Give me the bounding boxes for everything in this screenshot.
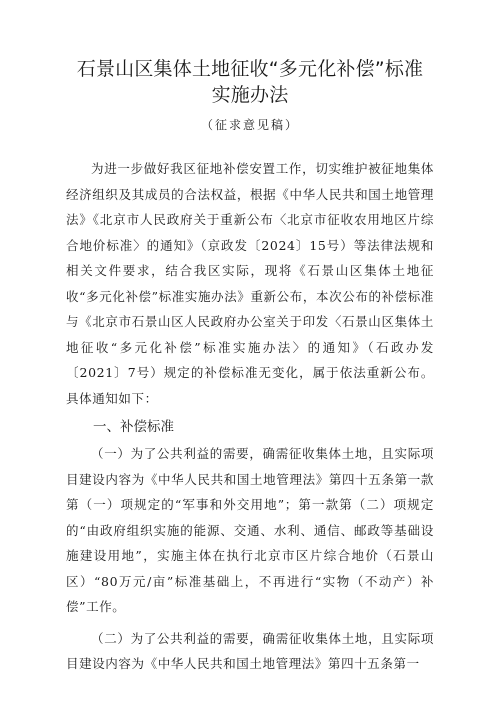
section1-paragraph-2: （二）为了公共利益的需要，确需征收集体土地，且实际项目建设内容为《中华人民共和国土地管理法》第四十五条第一	[66, 630, 434, 671]
section1-paragraph-1: （一）为了公共利益的需要，确需征收集体土地，且实际项目建设内容为《中华人民共和国土地管理法》第四十五条第一款第（一）项规定的“军事和外交用地”；第一款第（二）项规定的“由政府组织实施的能源、交通、水利、通信、邮政等基础设施建设用地”，实施主体在执行北京市区片综合地价（石景山区）“80万元/亩”标准基础上，不再进行“实物（不动产）补偿”工作。	[66, 446, 434, 614]
intro-paragraph: 为进一步做好我区征地补偿安置工作，切实维护被征地集体经济组织及其成员的合法权益，根据《中华人民共和国土地管理法》《北京市人民政府关于重新公布〈北京市征收农用地区片综合地价标准〉的通知》（京政发〔2024〕15号）等法律法规和相关文件要求，结合我区实际，现将《石景山区集体土地征收“多元化补偿”标准实施办法》重新公布，本次公布的补偿标准与《北京市石景山区人民政府办公室关于印发〈石景山区集体土地征收“多元化补偿”标准实施办法〉的通知》（石政办发〔2021〕7号）规定的补偿标准无变化，属于依法重新公布。具体通知如下：	[66, 161, 434, 406]
document-title: 石景山区集体土地征收“多元化补偿”标准实施办法	[76, 58, 424, 106]
section-heading-compensation-standard: 一、补偿标准	[93, 419, 174, 435]
document-subtitle: （征求意见稿）	[200, 118, 299, 132]
